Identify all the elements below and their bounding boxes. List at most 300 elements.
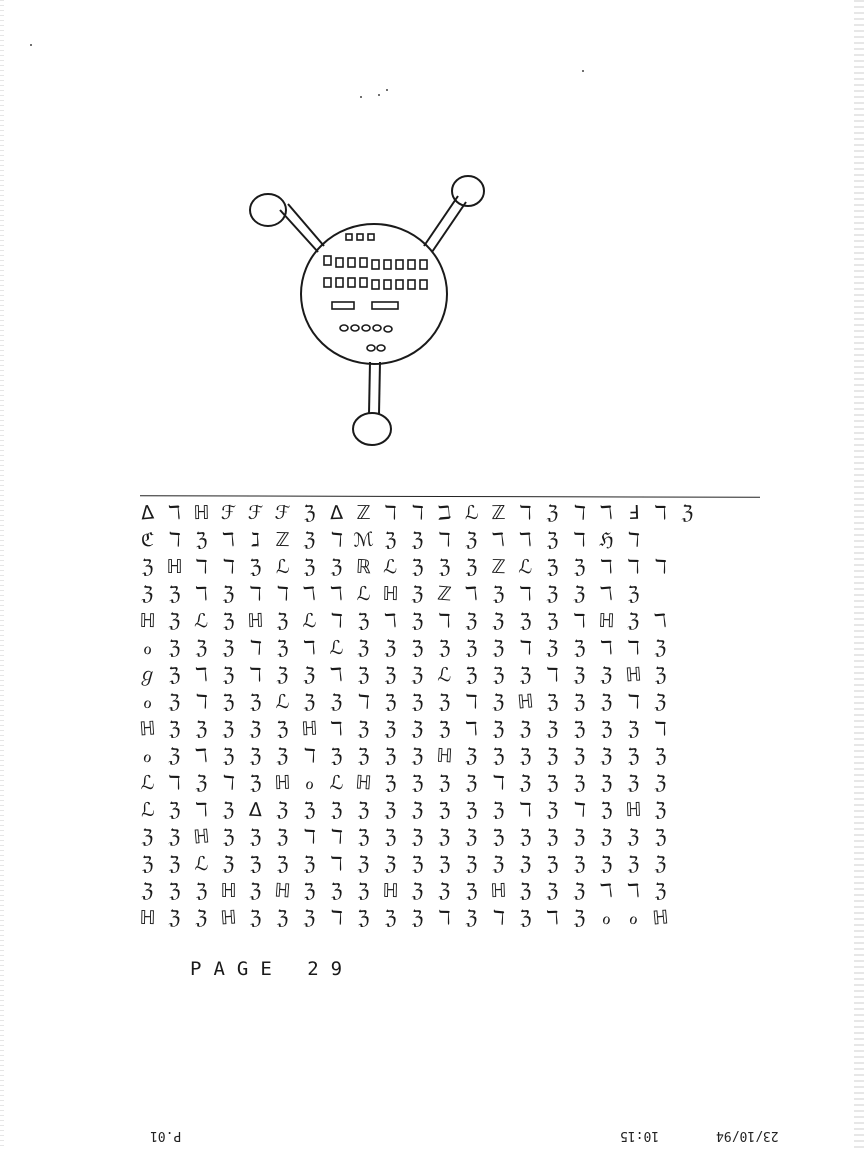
cipher-glyph: ℨ <box>222 825 235 849</box>
cipher-glyph: ℨ <box>492 798 505 822</box>
cipher-glyph: ℨ <box>573 825 586 849</box>
cipher-glyph: ℨ <box>518 852 533 876</box>
cipher-glyph: ℨ <box>464 663 479 687</box>
cipher-glyph: ℍ <box>354 771 373 795</box>
cipher-glyph: ℨ <box>276 610 289 632</box>
cipher-glyph: ℭ <box>140 528 155 552</box>
cipher-glyph: ℨ <box>600 825 613 849</box>
cipher-glyph: ℨ <box>438 691 451 713</box>
glyph-row <box>134 743 764 769</box>
cipher-glyph: ℸ <box>626 690 641 714</box>
cipher-glyph: ℸ <box>464 582 479 606</box>
fax-page: P.01 <box>150 1128 182 1143</box>
cipher-glyph: ℸ <box>519 501 532 525</box>
cipher-glyph: ℨ <box>383 636 398 660</box>
cipher-glyph: ℨ <box>384 798 397 822</box>
cipher-glyph: ℨ <box>194 906 209 930</box>
cipher-glyph: ℨ <box>222 636 235 660</box>
cipher-glyph: ℤ <box>491 501 506 525</box>
fax-date: 23/10/94 <box>716 1128 779 1143</box>
cipher-glyph: ℸ <box>194 744 209 768</box>
cipher-glyph: ℨ <box>465 609 478 633</box>
glyph-row <box>134 851 764 877</box>
cipher-glyph: ℨ <box>438 825 451 849</box>
cipher-glyph: ℨ <box>437 879 452 903</box>
cipher-glyph: ℨ <box>330 879 343 903</box>
cipher-glyph: ℨ <box>168 798 181 822</box>
cipher-glyph: ℨ <box>411 529 424 551</box>
cipher-glyph: ℸ <box>438 906 451 930</box>
cipher-glyph: ℨ <box>546 798 559 822</box>
cipher-glyph: ℨ <box>303 690 316 714</box>
glyph-row <box>134 689 764 715</box>
cipher-glyph: ℨ <box>248 852 263 876</box>
cipher-glyph: ℨ <box>654 663 667 687</box>
cipher-glyph: ℸ <box>329 825 344 849</box>
cipher-glyph: ℨ <box>654 636 667 660</box>
cipher-glyph: ℸ <box>491 528 506 552</box>
cipher-glyph: ℸ <box>167 528 182 552</box>
scan-edge-left <box>0 0 4 1149</box>
cipher-glyph: ℨ <box>546 825 559 849</box>
cipher-glyph: ℨ <box>545 771 560 795</box>
cipher-glyph: ℨ <box>330 798 343 822</box>
scan-speck <box>378 94 380 96</box>
cipher-glyph: ℒ <box>382 555 399 579</box>
cipher-glyph: ℨ <box>626 744 641 768</box>
cipher-glyph: ℒ <box>329 637 344 659</box>
cipher-glyph: ℤ <box>436 582 453 606</box>
cipher-glyph: ℨ <box>276 663 289 687</box>
cipher-glyph: ℸ <box>546 663 559 687</box>
cipher-glyph: ℨ <box>275 717 290 741</box>
cipher-glyph: ℨ <box>140 879 155 903</box>
cipher-glyph: ℸ <box>221 771 236 795</box>
cipher-glyph: ℨ <box>411 879 424 903</box>
cipher-glyph: ℨ <box>572 636 587 660</box>
cipher-glyph: ℍ <box>219 906 238 930</box>
glyph-row <box>134 716 764 742</box>
cipher-glyph: ℨ <box>491 609 506 633</box>
cipher-glyph: ℨ <box>438 555 451 579</box>
cipher-glyph: ℸ <box>410 501 425 525</box>
cipher-glyph: Ⅎ <box>627 501 640 525</box>
cipher-glyph: ℨ <box>627 852 640 876</box>
cipher-glyph: ℨ <box>465 636 478 660</box>
cipher-glyph: ℨ <box>573 690 586 714</box>
cipher-glyph: ℨ <box>384 664 397 686</box>
cipher-glyph: ℴ <box>305 772 314 794</box>
page-label: PAGE 29 <box>190 958 355 980</box>
cipher-glyph: ℨ <box>518 771 533 795</box>
cipher-glyph: ℸ <box>599 879 614 903</box>
cipher-glyph: ℨ <box>492 636 505 660</box>
cipher-glyph: ℨ <box>222 744 235 768</box>
cipher-glyph: ℨ <box>573 771 586 795</box>
glyph-row <box>134 797 764 823</box>
scan-speck <box>582 70 584 72</box>
cipher-glyph: ℨ <box>572 879 587 903</box>
cipher-glyph: ℨ <box>438 771 451 795</box>
cipher-glyph: ℨ <box>654 799 667 821</box>
cipher-glyph: ℨ <box>168 717 181 741</box>
cipher-glyph: ℸ <box>627 637 640 659</box>
cipher-glyph: ℨ <box>546 528 559 552</box>
cipher-glyph: ℨ <box>249 825 262 849</box>
cipher-glyph: ℨ <box>248 717 263 741</box>
cipher-glyph: ℸ <box>329 663 344 687</box>
cipher-glyph: ℸ <box>194 555 209 579</box>
cipher-glyph: ℍ <box>624 663 643 687</box>
cipher-glyph: ℨ <box>168 609 181 633</box>
cipher-glyph: ℍ <box>220 880 237 902</box>
cipher-glyph: ℸ <box>491 771 506 795</box>
cipher-glyph: ℒ <box>356 582 371 606</box>
cipher-glyph: ℨ <box>411 582 424 606</box>
cipher-glyph: ℨ <box>437 717 452 741</box>
cipher-glyph: ℨ <box>302 501 317 525</box>
cipher-glyph: ℱ <box>220 501 237 525</box>
cipher-glyph: ℸ <box>302 744 317 768</box>
cipher-glyph: ℨ <box>465 906 478 930</box>
cipher-glyph: ℨ <box>168 636 181 660</box>
cipher-glyph: ℨ <box>492 663 505 687</box>
cipher-glyph: ℱ <box>247 501 264 525</box>
cipher-glyph: ℸ <box>330 852 343 876</box>
cipher-glyph: ℨ <box>222 583 235 605</box>
cipher-glyph: ℨ <box>384 528 397 552</box>
cipher-glyph: ℨ <box>357 744 370 768</box>
cipher-glyph: ℨ <box>654 744 667 768</box>
cipher-glyph: ℴ <box>143 691 152 713</box>
cipher-glyph: ℨ <box>194 528 209 552</box>
cipher-glyph: ℨ <box>599 663 614 687</box>
cipher-glyph: ℒ <box>275 555 290 579</box>
cipher-glyph: ℨ <box>195 771 208 795</box>
cipher-glyph: ℤ <box>491 555 506 579</box>
cipher-glyph: ℨ <box>302 879 317 903</box>
cipher-glyph: ℨ <box>573 663 586 687</box>
cipher-glyph: ℸ <box>437 528 452 552</box>
cipher-glyph: ℨ <box>303 555 316 579</box>
cipher-glyph: ℨ <box>545 555 560 579</box>
cipher-glyph: ℨ <box>167 825 182 849</box>
cipher-glyph: ℨ <box>546 609 559 633</box>
cipher-glyph: ℍ <box>192 825 211 849</box>
glyph-row <box>134 662 764 688</box>
cipher-glyph: ℍ <box>598 609 615 633</box>
cipher-glyph: ℸ <box>599 501 614 525</box>
cipher-glyph: ℨ <box>141 825 154 849</box>
cipher-glyph: ℒ <box>464 501 479 525</box>
cipher-glyph: ℨ <box>195 718 208 740</box>
cipher-glyph: ℸ <box>194 582 209 606</box>
cipher-glyph: ℸ <box>438 609 451 633</box>
cipher-glyph: ℨ <box>573 907 586 929</box>
cipher-glyph: ℨ <box>357 799 370 821</box>
cipher-glyph: ℍ <box>300 717 319 741</box>
cipher-glyph: ℒ <box>517 555 534 579</box>
cipher-glyph: ℨ <box>546 582 559 606</box>
cipher-glyph: ℨ <box>573 852 586 876</box>
cipher-glyph: ℨ <box>248 555 263 579</box>
cipher-glyph: ℨ <box>653 690 668 714</box>
cipher-glyph: ℍ <box>139 609 156 633</box>
cipher-glyph: ℨ <box>465 798 478 822</box>
glyph-row <box>134 581 764 607</box>
cipher-glyph: ℨ <box>681 501 694 525</box>
glyph-row <box>134 635 764 661</box>
cipher-glyph: ℸ <box>599 582 614 606</box>
cipher-glyph: ℨ <box>356 609 371 633</box>
cipher-glyph: ℨ <box>329 744 344 768</box>
cipher-glyph: ℸ <box>464 717 479 741</box>
cipher-glyph: Δ <box>248 798 263 822</box>
cipher-glyph: ℨ <box>168 906 181 930</box>
cipher-glyph: ℨ <box>491 825 506 849</box>
cipher-glyph: ℸ <box>573 528 586 552</box>
cipher-glyph: ℸ <box>572 798 587 822</box>
cipher-glyph-block <box>134 492 764 962</box>
cipher-glyph: ℨ <box>600 717 613 741</box>
cipher-glyph: ℸ <box>330 717 343 741</box>
cipher-glyph: ℨ <box>464 825 479 849</box>
cipher-glyph: ℨ <box>167 744 182 768</box>
cipher-glyph: ℸ <box>329 609 344 633</box>
scan-edge-right <box>854 0 864 1149</box>
cipher-glyph: ℱ <box>274 501 291 525</box>
cipher-glyph: ℨ <box>627 771 640 795</box>
cipher-glyph: ℨ <box>437 798 452 822</box>
cipher-glyph: ℨ <box>411 771 424 795</box>
cipher-glyph: ℨ <box>249 906 262 930</box>
cipher-glyph: ℒ <box>302 609 317 633</box>
fax-time: 10:15 <box>620 1128 660 1143</box>
cipher-glyph: ℸ <box>221 528 236 552</box>
cipher-glyph: ℨ <box>221 852 236 876</box>
cipher-glyph: ℸ <box>518 636 533 660</box>
cipher-glyph: ℒ <box>140 771 155 795</box>
cipher-glyph: ℸ <box>275 582 290 606</box>
cipher-glyph: ℊ <box>137 663 158 687</box>
cipher-glyph: ℨ <box>410 852 425 876</box>
cipher-glyph: ℨ <box>141 852 154 876</box>
glyph-row <box>134 554 764 580</box>
fax-header-upside-down <box>0 1128 864 1148</box>
cipher-glyph: ℨ <box>302 798 317 822</box>
cipher-glyph: ℨ <box>222 798 235 822</box>
cipher-glyph: ℨ <box>465 853 478 875</box>
cipher-glyph: Δ <box>140 501 155 525</box>
cipher-glyph: ℍ <box>139 906 156 930</box>
cipher-glyph: ℨ <box>545 636 560 660</box>
cipher-glyph: ℨ <box>222 717 235 741</box>
cipher-glyph: ℨ <box>140 582 155 606</box>
cipher-glyph: ℨ <box>384 744 397 768</box>
cipher-glyph: ℸ <box>195 798 208 822</box>
cipher-glyph: ℨ <box>384 825 397 849</box>
cipher-glyph: ℸ <box>654 717 667 741</box>
cipher-glyph: ℨ <box>654 879 667 903</box>
cipher-glyph: ℨ <box>383 771 398 795</box>
scan-speck <box>30 44 32 46</box>
cipher-glyph: ℸ <box>653 609 668 633</box>
cipher-glyph: ℶ <box>437 501 452 525</box>
cipher-glyph: ℨ <box>545 852 560 876</box>
cipher-glyph: ℨ <box>411 744 424 768</box>
cipher-glyph: ℨ <box>546 690 559 714</box>
cipher-glyph: ℷ <box>250 528 261 552</box>
cipher-glyph: ℨ <box>330 690 343 714</box>
cipher-glyph: ℨ <box>653 825 668 849</box>
cipher-glyph: ℸ <box>600 555 613 579</box>
cipher-glyph: ℸ <box>653 555 668 579</box>
cipher-glyph: ℨ <box>276 744 289 768</box>
cipher-glyph: ℨ <box>492 718 505 740</box>
cipher-glyph: ℨ <box>249 879 262 903</box>
glyph-row <box>134 770 764 796</box>
cipher-glyph: ℸ <box>356 690 371 714</box>
glyph-row <box>134 608 764 634</box>
cipher-glyph: ℨ <box>357 879 370 903</box>
cipher-glyph: ℍ <box>247 609 264 633</box>
cipher-glyph: ℨ <box>384 717 397 741</box>
cipher-glyph: ℸ <box>248 582 263 606</box>
cipher-glyph: ℸ <box>491 906 506 930</box>
cipher-glyph: ℨ <box>573 555 586 579</box>
cipher-glyph: ℸ <box>626 879 641 903</box>
cipher-glyph: ℒ <box>329 771 344 795</box>
cipher-glyph: ℍ <box>273 879 292 903</box>
cipher-glyph: ℨ <box>626 609 641 633</box>
cipher-glyph: ℒ <box>194 852 209 876</box>
cipher-glyph: ℨ <box>357 852 370 876</box>
cipher-glyph: ℨ <box>546 879 559 903</box>
cipher-glyph: ℨ <box>600 852 613 876</box>
cipher-glyph: ℨ <box>167 582 182 606</box>
cipher-glyph: ℨ <box>275 798 290 822</box>
cipher-glyph: ℨ <box>519 825 532 849</box>
cipher-glyph: ℌ <box>598 528 615 552</box>
cipher-glyph: ℨ <box>275 636 290 660</box>
glyph-row <box>134 905 764 931</box>
cipher-glyph: ℨ <box>464 744 479 768</box>
cipher-glyph: ℨ <box>627 717 640 741</box>
cipher-glyph: ℨ <box>195 636 208 660</box>
cipher-glyph: ℨ <box>330 555 343 579</box>
cipher-glyph: ℨ <box>653 771 668 795</box>
cipher-glyph: ℍ <box>382 879 399 903</box>
cipher-glyph: Δ <box>329 501 344 525</box>
cipher-glyph: ℨ <box>276 825 289 849</box>
cipher-glyph: ℨ <box>518 609 533 633</box>
cipher-glyph: ℸ <box>194 663 209 687</box>
cipher-glyph: ℨ <box>168 853 181 875</box>
cipher-glyph: ℨ <box>222 663 235 687</box>
cipher-glyph: ℸ <box>302 825 317 849</box>
cipher-glyph: ℍ <box>516 690 535 714</box>
cipher-glyph: ℨ <box>464 879 479 903</box>
cipher-glyph: ℨ <box>573 744 586 768</box>
cipher-glyph: ℨ <box>383 690 398 714</box>
cipher-glyph: ℨ <box>654 852 667 876</box>
cipher-glyph: ℸ <box>329 906 344 930</box>
cipher-glyph: ℸ <box>464 690 479 714</box>
cipher-glyph: ℨ <box>410 636 425 660</box>
cipher-glyph: ℸ <box>248 636 263 660</box>
cipher-glyph: ℸ <box>654 502 667 524</box>
cipher-glyph: ℴ <box>601 906 612 930</box>
cipher-glyph: ℨ <box>357 663 370 687</box>
cipher-glyph: ℨ <box>249 745 262 767</box>
scan-speck <box>386 89 388 91</box>
cipher-glyph: ℸ <box>626 528 641 552</box>
glyph-row <box>134 527 764 553</box>
cipher-glyph: ℤ <box>275 528 290 552</box>
cipher-glyph: ℨ <box>411 826 424 848</box>
cipher-glyph: ℸ <box>329 582 344 606</box>
cipher-glyph: ℸ <box>383 609 398 633</box>
cipher-glyph: ℨ <box>410 555 425 579</box>
cipher-glyph: ℨ <box>411 906 424 930</box>
cipher-glyph: ℴ <box>628 906 639 930</box>
cipher-glyph: ℨ <box>546 501 559 525</box>
cipher-glyph: ℸ <box>167 501 182 525</box>
cipher-glyph: ℸ <box>329 528 344 552</box>
cipher-glyph: ℨ <box>383 852 398 876</box>
cipher-glyph: ℨ <box>168 690 181 714</box>
cipher-glyph: ℨ <box>492 582 505 606</box>
cipher-glyph: ℒ <box>436 663 453 687</box>
cipher-glyph: ℨ <box>302 663 317 687</box>
cipher-glyph: ℸ <box>518 528 533 552</box>
cipher-glyph: ℍ <box>166 556 183 578</box>
cipher-glyph: ℨ <box>357 717 370 741</box>
cipher-glyph: ℨ <box>384 906 397 930</box>
cipher-glyph: ℨ <box>600 690 613 714</box>
cipher-glyph: ℨ <box>519 663 532 687</box>
cipher-glyph: ℨ <box>626 825 641 849</box>
cipher-glyph: ℸ <box>573 610 586 632</box>
cipher-glyph: ℸ <box>545 906 560 930</box>
cipher-glyph: ℸ <box>572 501 587 525</box>
cipher-glyph: ℨ <box>572 582 587 606</box>
cipher-glyph: ℨ <box>221 609 236 633</box>
cipher-glyph: ℨ <box>519 880 532 902</box>
cipher-glyph: ℍ <box>651 906 670 930</box>
cipher-glyph: ℍ <box>193 501 210 525</box>
cipher-glyph: ℍ <box>435 744 454 768</box>
cipher-glyph: ℍ <box>382 582 399 606</box>
cipher-glyph: ℒ <box>275 690 290 714</box>
cipher-glyph: ℸ <box>627 555 640 579</box>
cipher-glyph: ℨ <box>410 798 425 822</box>
cipher-glyph: ℸ <box>519 798 532 822</box>
cipher-glyph: ℍ <box>274 771 291 795</box>
cipher-glyph: ℸ <box>168 771 181 795</box>
cipher-glyph: ℨ <box>356 906 371 930</box>
cipher-glyph: ℨ <box>465 556 478 578</box>
orb-with-three-knobbed-antennae-icon <box>238 170 498 460</box>
cipher-glyph: ℨ <box>438 636 451 660</box>
cipher-glyph: ℨ <box>492 852 505 876</box>
cipher-glyph: ℨ <box>356 825 371 849</box>
cipher-glyph: ℨ <box>411 609 424 633</box>
cipher-glyph: ℸ <box>383 501 398 525</box>
cipher-glyph: ℴ <box>142 636 153 660</box>
cipher-glyph: ℨ <box>410 717 425 741</box>
cipher-glyph: ℨ <box>545 717 560 741</box>
